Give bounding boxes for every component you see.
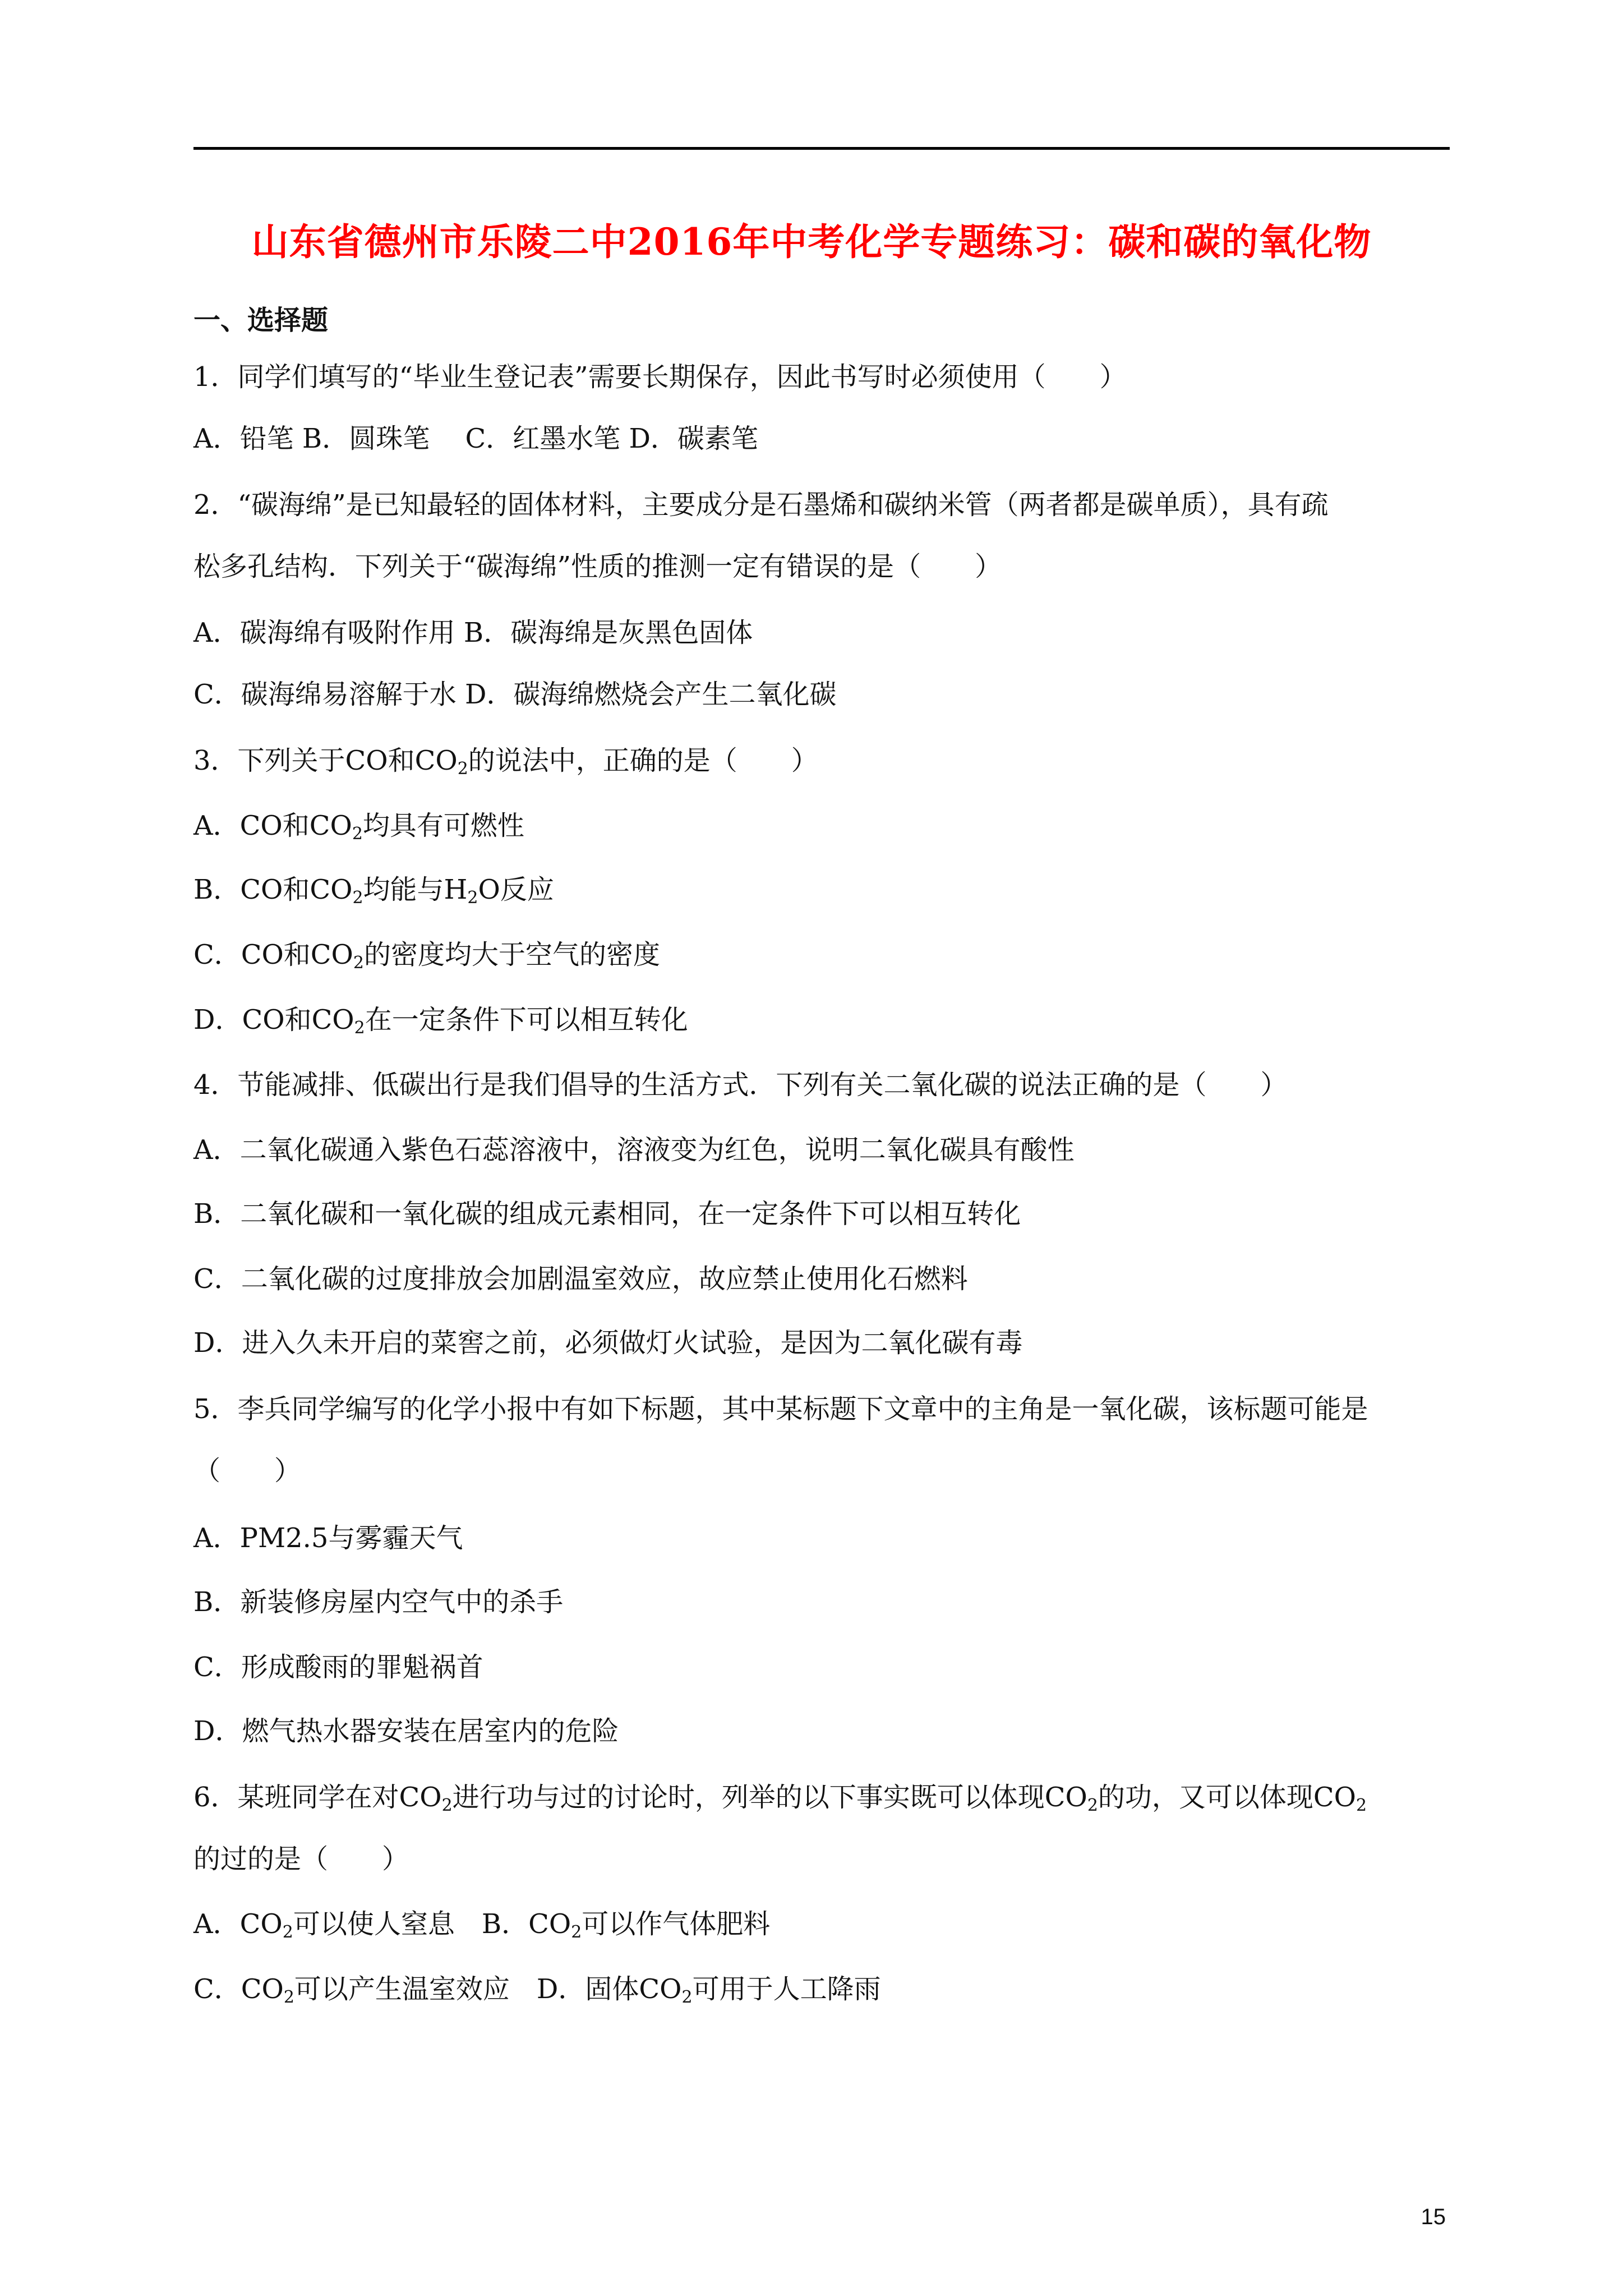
line-text: A．碳海绵有吸附作用 B．碳海绵是灰黑色固体 xyxy=(193,617,753,648)
question-line xyxy=(193,1133,1075,1167)
subscript: 2 xyxy=(681,1987,693,2007)
line-text: O反应 xyxy=(478,874,554,905)
question-line xyxy=(193,488,1329,522)
line-text: 可用于人工降雨 xyxy=(692,1973,881,2005)
question-line xyxy=(193,1521,463,1555)
page-number: 15 xyxy=(1421,2205,1446,2229)
line-text: A．CO xyxy=(193,1908,283,1940)
line-text: 可以使人窒息 B．CO xyxy=(293,1908,571,1940)
question-line xyxy=(193,616,753,650)
question-line xyxy=(193,809,524,843)
line-text: D．燃气热水器安装在居室内的危险 xyxy=(193,1715,619,1747)
line-text: D．CO和CO xyxy=(193,1004,354,1036)
question-line xyxy=(193,1714,619,1748)
subscript: 2 xyxy=(282,1922,293,1942)
line-text: C．形成酸雨的罪魁祸首 xyxy=(193,1651,483,1683)
line-text: 的功，又可以体现CO xyxy=(1098,1782,1356,1813)
subscript: 2 xyxy=(1087,1796,1098,1815)
question-line xyxy=(193,1454,301,1488)
line-text: C．CO和CO xyxy=(193,939,353,970)
question-line xyxy=(193,678,836,711)
subscript: 2 xyxy=(352,888,363,908)
line-text: D．进入久未开启的菜窖之前，必须做灯火试验，是因为二氧化碳有毒 xyxy=(193,1327,1023,1359)
line-text: A．铅笔 B．圆珠笔 C．红墨水笔 D．碳素笔 xyxy=(193,423,758,454)
line-text: C．碳海绵易溶解于水 D．碳海绵燃烧会产生二氧化碳 xyxy=(193,679,837,710)
line-text: 2．“碳海绵”是已知最轻的固体材料，主要成分是石墨烯和碳纳米管（两者都是碳单质），具有疏 xyxy=(193,489,1329,521)
subscript: 2 xyxy=(571,1922,582,1942)
line-text: A．CO和CO xyxy=(193,810,352,841)
question-line xyxy=(193,1842,409,1876)
question-line xyxy=(193,1197,1021,1231)
line-text: 3．下列关于CO和CO xyxy=(193,745,458,776)
question-line xyxy=(193,1262,968,1296)
question-line xyxy=(193,1650,483,1684)
line-text: 在一定条件下可以相互转化 xyxy=(365,1004,688,1036)
document-title: 山东省德州市乐陵二中2016年中考化学专题练习：碳和碳的氧化物 xyxy=(251,220,1372,264)
line-text: 的说法中，正确的是（ ） xyxy=(468,745,818,776)
line-text: 的过的是（ ） xyxy=(193,1843,409,1875)
subscript: 2 xyxy=(467,888,478,908)
subscript: 2 xyxy=(352,824,363,844)
question-line xyxy=(193,1780,1367,1814)
line-text: A．PM2.5与雾霾天气 xyxy=(193,1522,463,1554)
question-line xyxy=(193,1326,1023,1360)
question-line xyxy=(193,360,1127,394)
subscript: 2 xyxy=(354,1018,365,1038)
header-rule xyxy=(193,147,1450,150)
line-text: 松多孔结构．下列关于“碳海绵”性质的推测一定有错误的是（ ） xyxy=(193,551,1002,582)
line-text: 可以作气体肥料 xyxy=(582,1908,771,1940)
line-text: 5．李兵同学编写的化学小报中有如下标题，其中某标题下文章中的主角是一氧化碳，该标题可能是 xyxy=(193,1393,1368,1425)
line-text: 可以产生温室效应 D．固体CO xyxy=(294,1973,682,2005)
question-line xyxy=(193,550,1002,583)
line-text: C．二氧化碳的过度排放会加剧温室效应，故应禁止使用化石燃料 xyxy=(193,1263,968,1295)
subscript: 2 xyxy=(353,953,364,973)
line-text: 进行功与过的讨论时，列举的以下事实既可以体现CO xyxy=(452,1782,1087,1813)
question-line xyxy=(193,1392,1368,1426)
line-text: B．二氧化碳和一氧化碳的组成元素相同，在一定条件下可以相互转化 xyxy=(193,1198,1021,1230)
subscript: 2 xyxy=(441,1796,453,1815)
line-text: 均能与H xyxy=(363,874,468,905)
question-line xyxy=(193,938,660,972)
line-text: 的密度均大于空气的密度 xyxy=(363,939,660,970)
question-line xyxy=(193,873,554,907)
question-line xyxy=(193,744,818,777)
line-text: （ ） xyxy=(193,1455,302,1487)
question-line xyxy=(193,1972,881,2006)
section-heading: 一、选择题 xyxy=(193,305,329,336)
line-text: B．CO和CO xyxy=(193,874,353,905)
line-text: B．新装修房屋内空气中的杀手 xyxy=(193,1586,564,1618)
line-text: 1．同学们填写的“毕业生登记表”需要长期保存，因此书写时必须使用（ ） xyxy=(193,361,1127,393)
question-line xyxy=(193,1907,770,1941)
line-text: C．CO xyxy=(193,1973,284,2005)
line-text: 4．节能减排、低碳出行是我们倡导的生活方式．下列有关二氧化碳的说法正确的是（ ） xyxy=(193,1069,1288,1101)
question-line xyxy=(193,1003,688,1037)
line-text: 6．某班同学在对CO xyxy=(193,1782,442,1813)
line-text: A．二氧化碳通入紫色石蕊溶液中，溶液变为红色，说明二氧化碳具有酸性 xyxy=(193,1134,1075,1166)
subscript: 2 xyxy=(1356,1796,1367,1815)
question-line xyxy=(193,1585,563,1619)
question-line xyxy=(193,1068,1288,1102)
subscript: 2 xyxy=(457,759,468,779)
subscript: 2 xyxy=(283,1987,294,2007)
line-text: 均具有可燃性 xyxy=(362,810,524,841)
question-line xyxy=(193,422,758,455)
